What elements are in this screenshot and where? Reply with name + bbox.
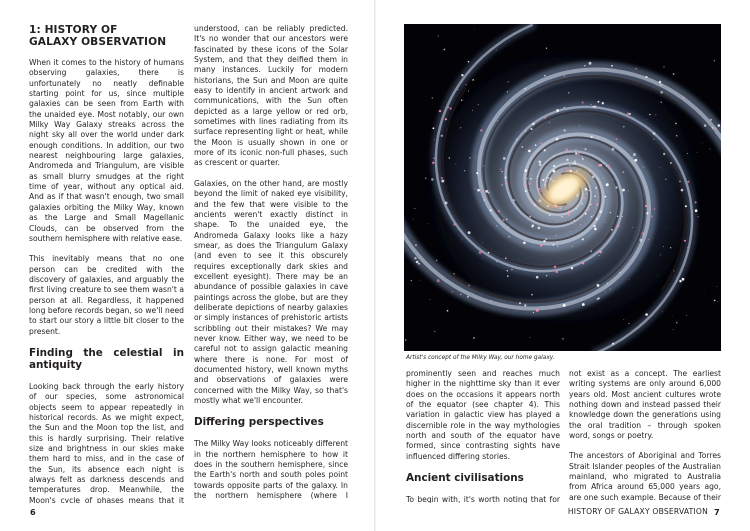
perspectives-paragraph: The Milky Way looks noticeably different in the northern hemisphere to how it does in the southern hemisphere, since the Earth's north and south poles point towards opposite parts of the galaxy. In the northern hemisphere (where I [194, 439, 348, 501]
left-page-number: 6 [30, 507, 36, 517]
left-column-2 [194, 24, 348, 502]
left-column-1 [29, 25, 184, 503]
chapter-title-line1: 1: HISTORY OF [29, 25, 118, 36]
intro-paragraph-2: This inevitably means that no one person can be credited with the discovery of galaxies, and arguably the first living creature to see them wasn't a person at all. Regardless, it happened long before records began, so we'll need to start our story a little bit closer to the present. [29, 254, 184, 336]
book-gutter [374, 0, 376, 531]
subheading-perspectives: Differing perspectives [194, 416, 324, 429]
right-column-1 [406, 369, 560, 503]
figure-caption: Artist's concept of the Milky Way, our home galaxy. [406, 355, 555, 361]
chapter-title-line2: GALAXY OBSERVATION [29, 35, 167, 48]
subheading-antiquity: Finding the celestial in antiquity [29, 346, 184, 371]
intro-paragraph-1: When it comes to the history of humans observing galaxies, there is unfortunately no neatly definable starting point for us, since multiple galaxies can be seen from Earth with the unaided eye. Most notably, our own Milky Way Galaxy streaks across the night sky all over the world under dark enough conditions. In addition, our two nearest neighbouring large galaxies, Andromeda and Triangulum, are visible as small blurry smudges at the right time of year, without any optical aid. And as if that wasn't enough, two small galaxies orbiting the Milky Way, known as the Large and Small Magellanic Clouds, can be observed from the southern hemisphere with relative ease. [29, 58, 184, 243]
galaxy-image [404, 24, 721, 351]
subheading-ancient-civilisations: Ancient civilisations [406, 472, 524, 485]
milky-way-illustration [404, 24, 721, 351]
chapter-title [29, 25, 184, 48]
right-column-2 [569, 369, 721, 503]
column2-paragraph-1: understood, can be reliably predicted. It's no wonder that our ancestors were fascinated by these icons of the Solar System, and that they deified them in many instances. Luckily for modern historians, the Sun and Moon are quite easy to identify in ancient artwork and communications, with the Sun often depicted as a large yellow or red orb, sometimes with lines radiating from its surface representing light or heat, while the Moon is usually shown in one or more of its iconic non-full phases, such as crescent or quarter. [194, 24, 348, 168]
column4-paragraph-2: The ancestors of Aboriginal and Torres Strait Islander peoples of the Australian mainland, who migrated to Australia from Africa around 65,000 years ago, are one such example. Because of their [569, 451, 721, 502]
running-head: HISTORY OF GALAXY OBSERVATION [567, 507, 708, 516]
antiquity-paragraph: Looking back through the early history of our species, some astronomical objects seem to appear repeatedly in historical records. As we might expect, the Sun and the Moon top the list, and this is hardly surprising. Their relative size and brightness in our skies make them hard to miss, and in the case of the Sun, its absence each night is always felt as darkness descends and temperatures drop. Meanwhile, the Moon's cycle of phases means that it [29, 381, 184, 503]
right-page-number: 7 [714, 507, 720, 517]
column3-paragraph-1: prominently seen and reaches much higher in the nighttime sky than it ever does on the occasions it appears north of the equator (see chapter 4). This variation in galactic view has played a discernible role in the way mythologies north and south of the equator have formed, since contrasting sights have influenced differing stories. [406, 369, 560, 461]
column3-paragraph-2: To begin with, it's worth noting that for [406, 495, 560, 503]
column4-paragraph-1: not exist as a concept. The earliest writing systems are only around 6,000 years old. Most ancient cultures wrote nothing down and instead passed their knowledge down the generations using the oral tradition – through spoken word, songs or poetry. [569, 369, 721, 441]
column2-paragraph-2: Galaxies, on the other hand, are mostly beyond the limit of naked eye visibility, and the few that were visible to the ancients weren't exactly distinct in shape. To the unaided eye, the Andromeda Galaxy looks like a hazy smear, as does the Triangulum Galaxy (and even to see it this obscurely requires exceptionally dark skies and excellent eyesight). There may be an abundance of possible galaxies in cave paintings across the globe, but are they deliberate depictions of nearby galaxies or simply instances of prehistoric artists scribbling out their mistakes? We may never know. Either way, we need to be careful not to assign galactic meaning where there is none. For most of documented history, well known myths and observations of galaxies were concerned with the Milky Way, so that's mostly what we'll encounter. [194, 178, 348, 406]
